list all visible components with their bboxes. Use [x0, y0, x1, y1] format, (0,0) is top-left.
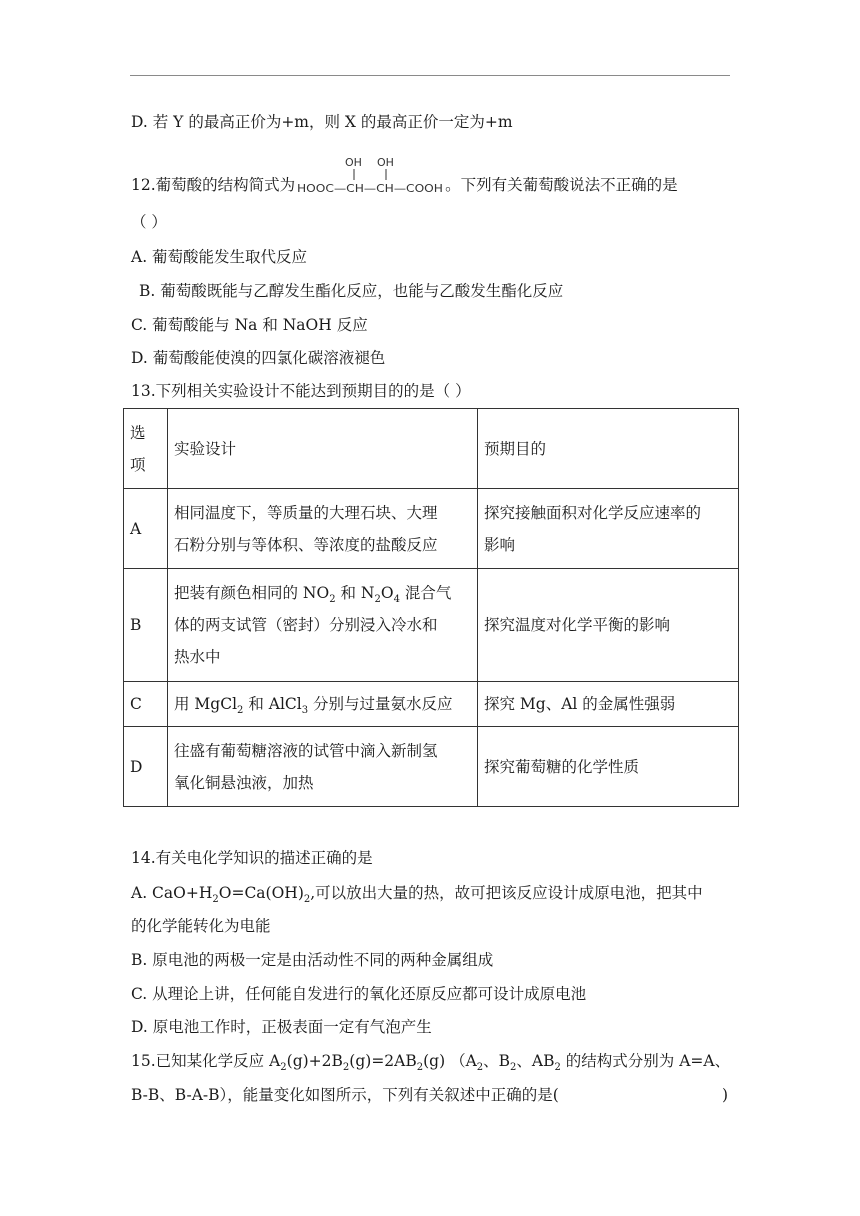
q15-close-paren: ): [722, 1086, 729, 1104]
table-row: [124, 682, 739, 727]
structure-chain: HOOC—CH—CH—COOH: [297, 182, 444, 195]
row-d-option: D: [124, 727, 168, 807]
q14-option-a-line1: A. $CaO+H_2O=Ca(OH)_2$,可以放出大量的热，故可把该反应设计成原电池，把其中: [131, 884, 703, 906]
row-b-purpose: 探究温度对化学平衡的影响: [478, 569, 739, 682]
table-row: [124, 489, 739, 569]
q12-option-c: C. 葡萄酸能与 Na 和 NaOH 反应: [131, 316, 368, 334]
row-d-design: 往盛有葡萄糖溶液的试管中滴入新制氢 氧化铜悬浊液，加热: [168, 727, 478, 807]
header-design: 实验设计: [168, 409, 478, 489]
q14-option-a-line2: 的化学能转化为电能: [131, 917, 271, 935]
q14-option-c: C. 从理论上讲，任何能自发进行的氧化还原反应都可设计成原电池: [131, 985, 587, 1003]
q11-option-d: D. 若 Y 的最高正价为+m，则 X 的最高正价一定为+m: [131, 113, 513, 131]
row-b-option: B: [124, 569, 168, 682]
row-b-design: 把装有颜色相同的 $NO_2$ 和 $N_2O_4$ 混合气 体的两支试管（密封）分别浸入冷水和 热水中: [168, 569, 478, 682]
glucaric-acid-structure: [297, 154, 443, 196]
q12-stem-after: 。下列有关葡萄酸说法不正确的是: [445, 176, 678, 194]
experiment-table: [123, 408, 739, 807]
q12-stem: [131, 156, 678, 196]
q12-option-a: A. 葡萄酸能发生取代反应: [131, 248, 308, 266]
header-rule: [130, 75, 730, 76]
row-d-purpose: 探究葡萄糖的化学性质: [478, 727, 739, 807]
q13-stem: 13.下列相关实验设计不能达到预期目的的是（ ）: [131, 382, 471, 400]
q12-stem-before: 12.葡萄酸的结构简式为: [131, 176, 296, 194]
table-row: [124, 569, 739, 682]
q12-option-b: B. 葡萄酸既能与乙醇发生酯化反应，也能与乙酸发生酯化反应: [139, 282, 564, 300]
header-option: 选 项: [124, 409, 168, 489]
row-a-option: A: [124, 489, 168, 569]
header-purpose: 预期目的: [478, 409, 739, 489]
structure-oh-left: OH: [345, 156, 363, 169]
row-a-design: 相同温度下，等质量的大理石块、大理 石粉分别与等体积、等浓度的盐酸反应: [168, 489, 478, 569]
row-c-design: 用 MgCl$_2$ 和 AlCl$_3$ 分别与过量氨水反应: [168, 682, 478, 727]
q15-stem-line1: 15.已知某化学反应 $A_2(g)+2B_2(g)=2AB_2(g)$ （$A_2$、$B_2$、$AB_2$ 的结构式分别为 A=A、: [131, 1052, 731, 1074]
row-a-purpose: 探究接触面积对化学反应速率的 影响: [478, 489, 739, 569]
table-row: [124, 727, 739, 807]
q14-stem: 14.有关电化学知识的描述正确的是: [131, 849, 373, 867]
row-c-purpose: 探究 Mg、Al 的金属性强弱: [478, 682, 739, 727]
q14-option-d: D. 原电池工作时，正极表面一定有气泡产生: [131, 1018, 432, 1036]
q15-stem-line2: B-B、B-A-B），能量变化如图所示，下列有关叙述中正确的是(: [131, 1086, 559, 1104]
q14-option-b: B. 原电池的两极一定是由活动性不同的两种金属组成: [131, 951, 494, 969]
q12-blank: （ ）: [131, 213, 167, 231]
table-header-row: [124, 409, 739, 489]
row-c-option: C: [124, 682, 168, 727]
structure-oh-right: OH: [377, 156, 395, 169]
q12-option-d: D. 葡萄酸能使溴的四氯化碳溶液褪色: [131, 349, 386, 367]
